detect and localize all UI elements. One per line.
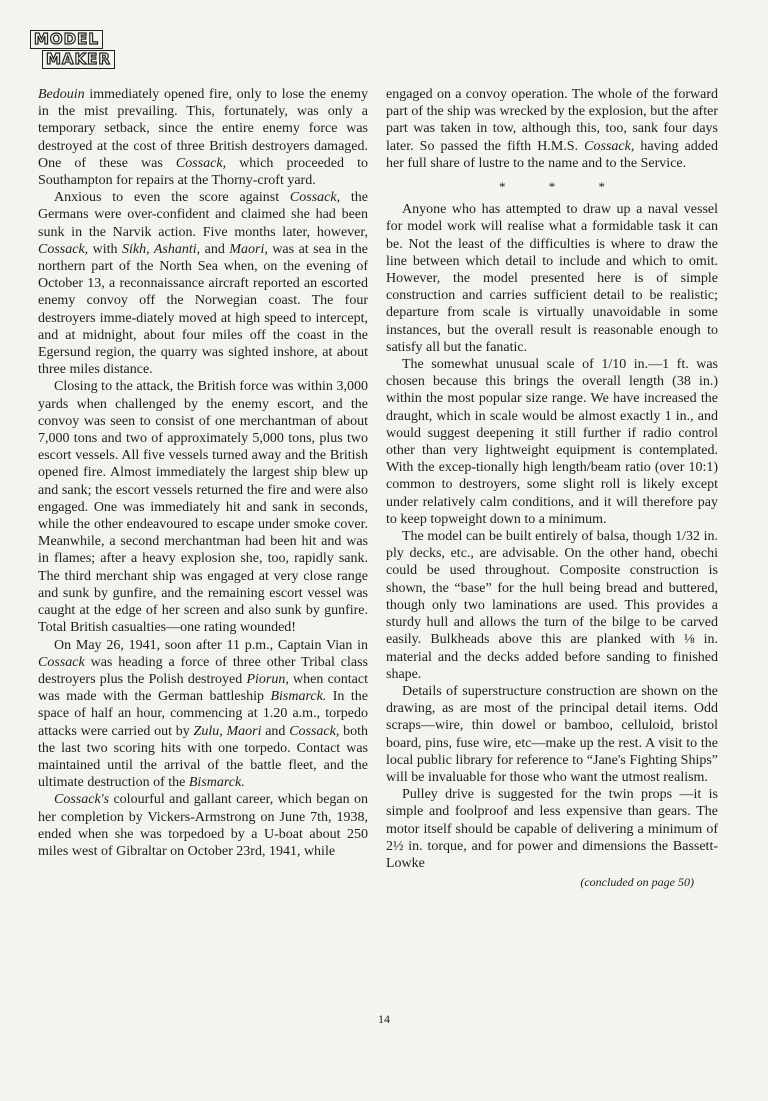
paragraph: Closing to the attack, the British force was within 3,000 yards when challenged by the enemy escort, and the convoy was seen to consist of one merchantman of about 7,000 tons and two of approximately 5,000 tons, plus two escort vessels. All five vessels turned away and the British opened fire. Almost immediately the largest ship blew up and sank; the escort vessels returned the fire and were also engaged. One was immediately hit and sank in seconds, while the other endeavoured to escape under smoke cover. Meanwhile, a second merchantman had been hit and was in flames; after a heavy explosion she, too, rapidly sank. The third merchant ship was engaged at very close range and sunk by gunfire, and the remaining escort vessel was caught at the edge of her screen and also sunk by gunfire. Total British casualties—one rating wounded!: [38, 379, 368, 636]
continuation-note: (concluded on page 50): [580, 875, 694, 890]
paragraph: The model can be built entirely of balsa, though 1/32 in. ply decks, etc., are advisable. On the other hand, obechi could be used throughout. Composite construction is shown, the “base” for the hull being bread and buttered, though only two laminations are used. This provides a sturdy hull and allows the turn of the bilge to be carved easily. Bulkheads above this are planked with ⅛ in. material and the decks added before sanding to finished shape.: [386, 529, 718, 682]
paragraph: The somewhat unusual scale of 1/10 in.—1 ft. was chosen because this brings the overall length (38 in.) within the most popular size range. We have increased the draught, which in scale would be almost exactly 1 in., and would suggest deepening it still further if radio control other than very lightweight equipment is contemplated. With the excep-tionally high length/beam ratio (over 10:1) common to destroyers, some slight roll is likely except under relatively calm conditions, and it will therefore pay to keep topweight down to a minimum.: [386, 357, 718, 527]
masthead-line-1: MODEL: [30, 30, 103, 49]
paragraph: Anxious to even the score against Cossack, the Germans were over-confident and claimed she had been sunk in the Narvik action. Five months later, however, Cossack, with Sikh, Ashanti, and Maori, was at sea in the northern part of the North Sea when, on the evening of October 13, a reconnaissance aircraft reported an escorted enemy convoy off the Norwegian coast. The four destroyers imme-diately moved at high speed to intercept, and at midnight, about four miles off the coast in the Egersund region, the quarry was sighted inshore, at about three miles distance.: [38, 190, 369, 378]
paragraph: On May 26, 1941, soon after 11 p.m., Captain Vian in Cossack was heading a force of three other Tribal class destroyers plus the Polish destroyed Piorun, when contact was made with the German battleship Bismarck. In the space of half an hour, commencing at 1.20 a.m., torpedo attacks were carried out by Zulu, Maori and Cossack, both the last two scoring hits with one torpedo. Contact was maintained until the arrival of the battle fleet, and the ultimate destruction of the Bismarck.: [38, 637, 369, 791]
left-column: [38, 86, 368, 860]
page-number: 14: [378, 1012, 390, 1026]
paragraph: Anyone who has attempted to draw up a naval vessel for model work will realise what a formidable task it can be. Not the least of the difficulties is where to draw the line between which detail to include and which to omit. However, the model presented here is of simple construction and carries sufficient detail to be realistic; departure from scale is virtually unavoidable in some instances, but the overall result is reasonable enough to satisfy all but the fanatic.: [386, 202, 718, 355]
paragraph: Details of superstructure construction are shown on the drawing, as are most of the principal detail items. Odd scraps—wire, thin dowel or bamboo, celluloid, bristol board, pins, fuse wire, etc—make up the rest. A visit to the local public library for reference to “Jane's Fighting Ships” will be invaluable for those who want the utmost realism.: [386, 683, 718, 785]
masthead-logo: [30, 30, 120, 72]
paragraph: Pulley drive is suggested for the twin props —it is simple and foolproof and less expensive than gears. The motor itself should be capable of delivering a minimum of 2½ in. torque, and for power and dimensions the Bassett-Lowke: [386, 787, 718, 871]
right-column: [386, 86, 718, 891]
paragraph: Bedouin immediately opened fire, only to lose the enemy in the mist prevailing. This, fortunately, was only a temporary setback, since the entire enemy force was destroyed at the cost of three British destroyers damaged. One of these was Cossack, which proceeded to Southampton for repairs at the Thorny-croft yard.: [38, 87, 369, 189]
paragraph: engaged on a convoy operation. The whole of the forward part of the ship was wrecked by the explosion, but the after part was taken in tow, although this, too, sank four days later. So passed the fifth H.M.S. Cossack, having added her full share of lustre to the name and to the Service.: [386, 87, 719, 171]
right-column-top: [386, 86, 718, 172]
section-separator: * * *: [499, 179, 605, 195]
masthead-line-2: MAKER: [42, 50, 115, 69]
right-column-bottom: [386, 201, 718, 872]
paragraph: Cossack's colourful and gallant career, which began on her completion by Vickers-Armstrong on June 7th, 1938, ended when she was torpedoed by a U-boat about 250 miles west of Gibraltar on October 23rd, 1941, while: [38, 792, 368, 859]
